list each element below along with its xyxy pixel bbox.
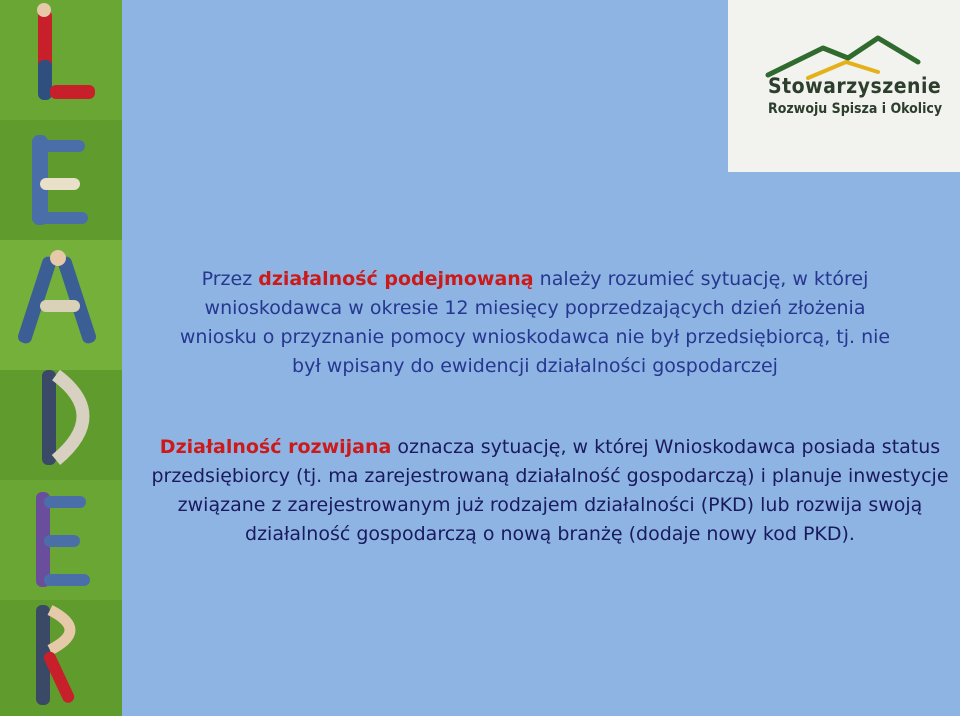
paragraph-1-term: działalność podejmowaną	[258, 268, 534, 290]
paragraph-2-text: oznacza sytuację, w której Wnioskodawca posiada status przedsiębiorcy (tj. ma zarejestrowaną działalność gospodarczą) i planuje inwestycje związane z zarejestrowanym już rodzajem działalności (PKD) lub rozwija swoją działalność gospodarczą o nową branżę (dodaje nowy kod PKD).	[151, 436, 949, 545]
logo-panel	[728, 0, 960, 172]
logo-subtitle: Rozwoju Spisza i Okolicy	[768, 101, 943, 117]
paragraph-2-term: Działalność rozwijana	[159, 436, 392, 458]
logo-title: Stowarzyszenie	[768, 74, 942, 98]
mountains-logo-icon	[728, 0, 960, 80]
definition-paragraph-2	[145, 433, 955, 549]
paragraph-1-text: należy rozumieć sytuację, w której wnioskodawca w okresie 12 miesięcy poprzedzających dzień złożenia wniosku o przyznanie pomocy wnioskodawca nie był przedsiębiorcą, tj. nie był wpisany do ewidencji działalności gospodarczej	[179, 268, 891, 377]
definition-paragraph-1	[165, 265, 905, 381]
people-on-grass-image	[0, 0, 122, 716]
photo-people-letters	[0, 0, 122, 716]
paragraph-1-prefix: Przez	[201, 268, 259, 290]
logo-text	[728, 74, 960, 118]
